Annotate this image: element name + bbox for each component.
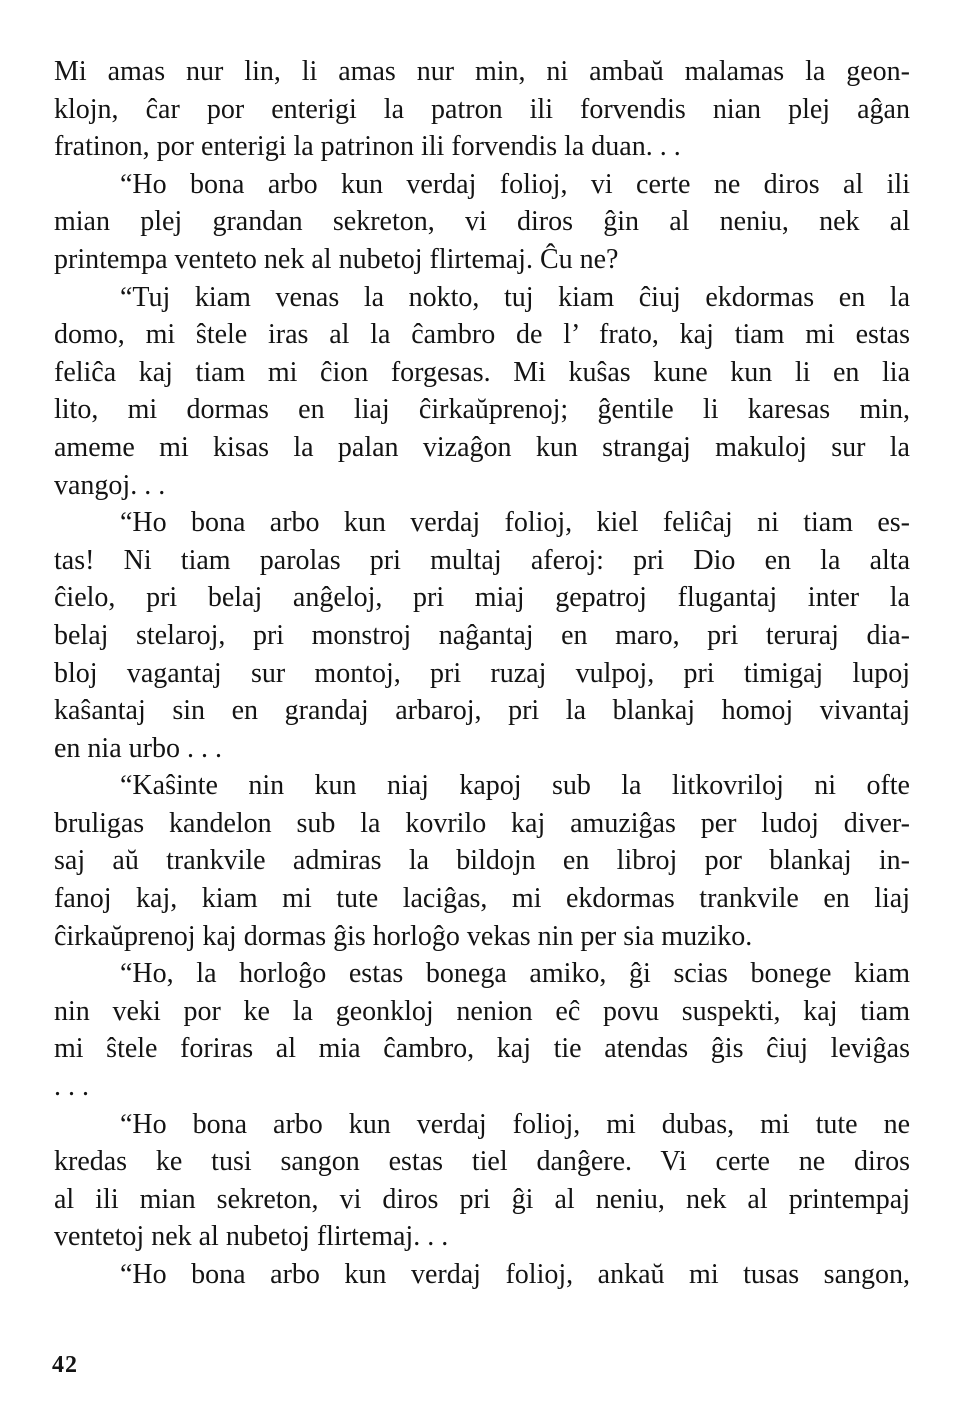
text-line: “Ho bona arbo kun verdaj folioj, vi certe ne diros al ili: [120, 168, 910, 200]
text-line: . . .: [54, 1071, 89, 1103]
text-line: al ili mian sekreton, vi diros pri ĝi al neniu, nek al printempaj: [54, 1183, 910, 1215]
text-line: “Ho bona arbo kun verdaj folioj, kiel feliĉaj ni tiam es-: [120, 507, 910, 539]
text-line: fanoj kaj, kiam mi tute laciĝas, mi ekdormas trankvile en liaj: [54, 883, 910, 915]
text-line: lito, mi dormas en liaj ĉirkaŭprenoj; ĝentile li karesas min,: [54, 394, 910, 426]
text-line: kredas ke tusi sangon estas tiel danĝere. Vi certe ne diros: [54, 1146, 910, 1178]
text-line: tas! Ni tiam parolas pri multaj aferoj: pri Dio en la alta: [54, 544, 910, 576]
text-line: “Tuj kiam venas la nokto, tuj kiam ĉiuj ekdormas en la: [120, 281, 910, 313]
text-line: domo, mi ŝtele iras al la ĉambro de l’ frato, kaj tiam mi estas: [54, 319, 910, 351]
text-line: kaŝantaj sin en grandaj arbaroj, pri la blankaj homoj vivantaj: [54, 695, 910, 727]
text-line: Mi amas nur lin, li amas nur min, ni ambaŭ malamas la geon-: [54, 56, 910, 87]
text-line: vangoj. . .: [54, 469, 166, 501]
body-text: [54, 53, 910, 1294]
text-line: ventetoj nek al nubetoj flirtemaj. . .: [54, 1221, 449, 1253]
text-line: saj aŭ trankvile admiras la bildojn en libroj por blankaj in-: [54, 845, 910, 877]
text-line: ĉirkaŭprenoj kaj dormas ĝis horloĝo vekas nin per sia muziko.: [54, 920, 753, 952]
text-line: belaj stelaroj, pri monstroj naĝantaj en maro, pri teruraj dia-: [54, 619, 910, 651]
text-line: “Kaŝinte nin kun niaj kapoj sub la litkovriloj ni ofte: [120, 770, 910, 802]
text-line: ĉielo, pri belaj anĝeloj, pri miaj gepatroj flugantaj inter la: [54, 582, 910, 614]
text-line: klojn, ĉar por enterigi la patron ili forvendis nian plej aĝan: [54, 93, 910, 125]
text-line: nin veki por ke la geonkloj nenion eĉ povu suspekti, kaj tiam: [54, 995, 910, 1027]
text-line: feliĉa kaj tiam mi ĉion forgesas. Mi kuŝas kune kun li en lia: [54, 356, 910, 388]
text-line: bloj vagantaj sur montoj, pri ruzaj vulpoj, pri timigaj lupoj: [54, 657, 910, 689]
text-line: bruligas kandelon sub la kovrilo kaj amuziĝas per ludoj diver-: [54, 807, 910, 839]
text-line: mi ŝtele foriras al mia ĉambro, kaj tie atendas ĝis ĉiuj leviĝas: [54, 1033, 910, 1065]
text-line: printempa venteto nek al nubetoj flirtemaj. Ĉu ne?: [54, 243, 619, 275]
page-number: 42: [52, 1352, 78, 1378]
text-line: fratinon, por enterigi la patrinon ili forvendis la duan. . .: [54, 131, 681, 163]
text-line: “Ho bona arbo kun verdaj folioj, ankaŭ mi tusas sangon,: [120, 1259, 910, 1290]
text-line: “Ho, la horloĝo estas bonega amiko, ĝi scias bonege kiam: [120, 958, 910, 990]
text-line: ameme mi kisas la palan vizaĝon kun strangaj makuloj sur la: [54, 431, 910, 463]
text-line: mian plej grandan sekreton, vi diros ĝin al neniu, nek al: [54, 206, 910, 238]
text-line: “Ho bona arbo kun verdaj folioj, mi dubas, mi tute ne: [120, 1108, 910, 1140]
text-line: en nia urbo . . .: [54, 732, 222, 764]
